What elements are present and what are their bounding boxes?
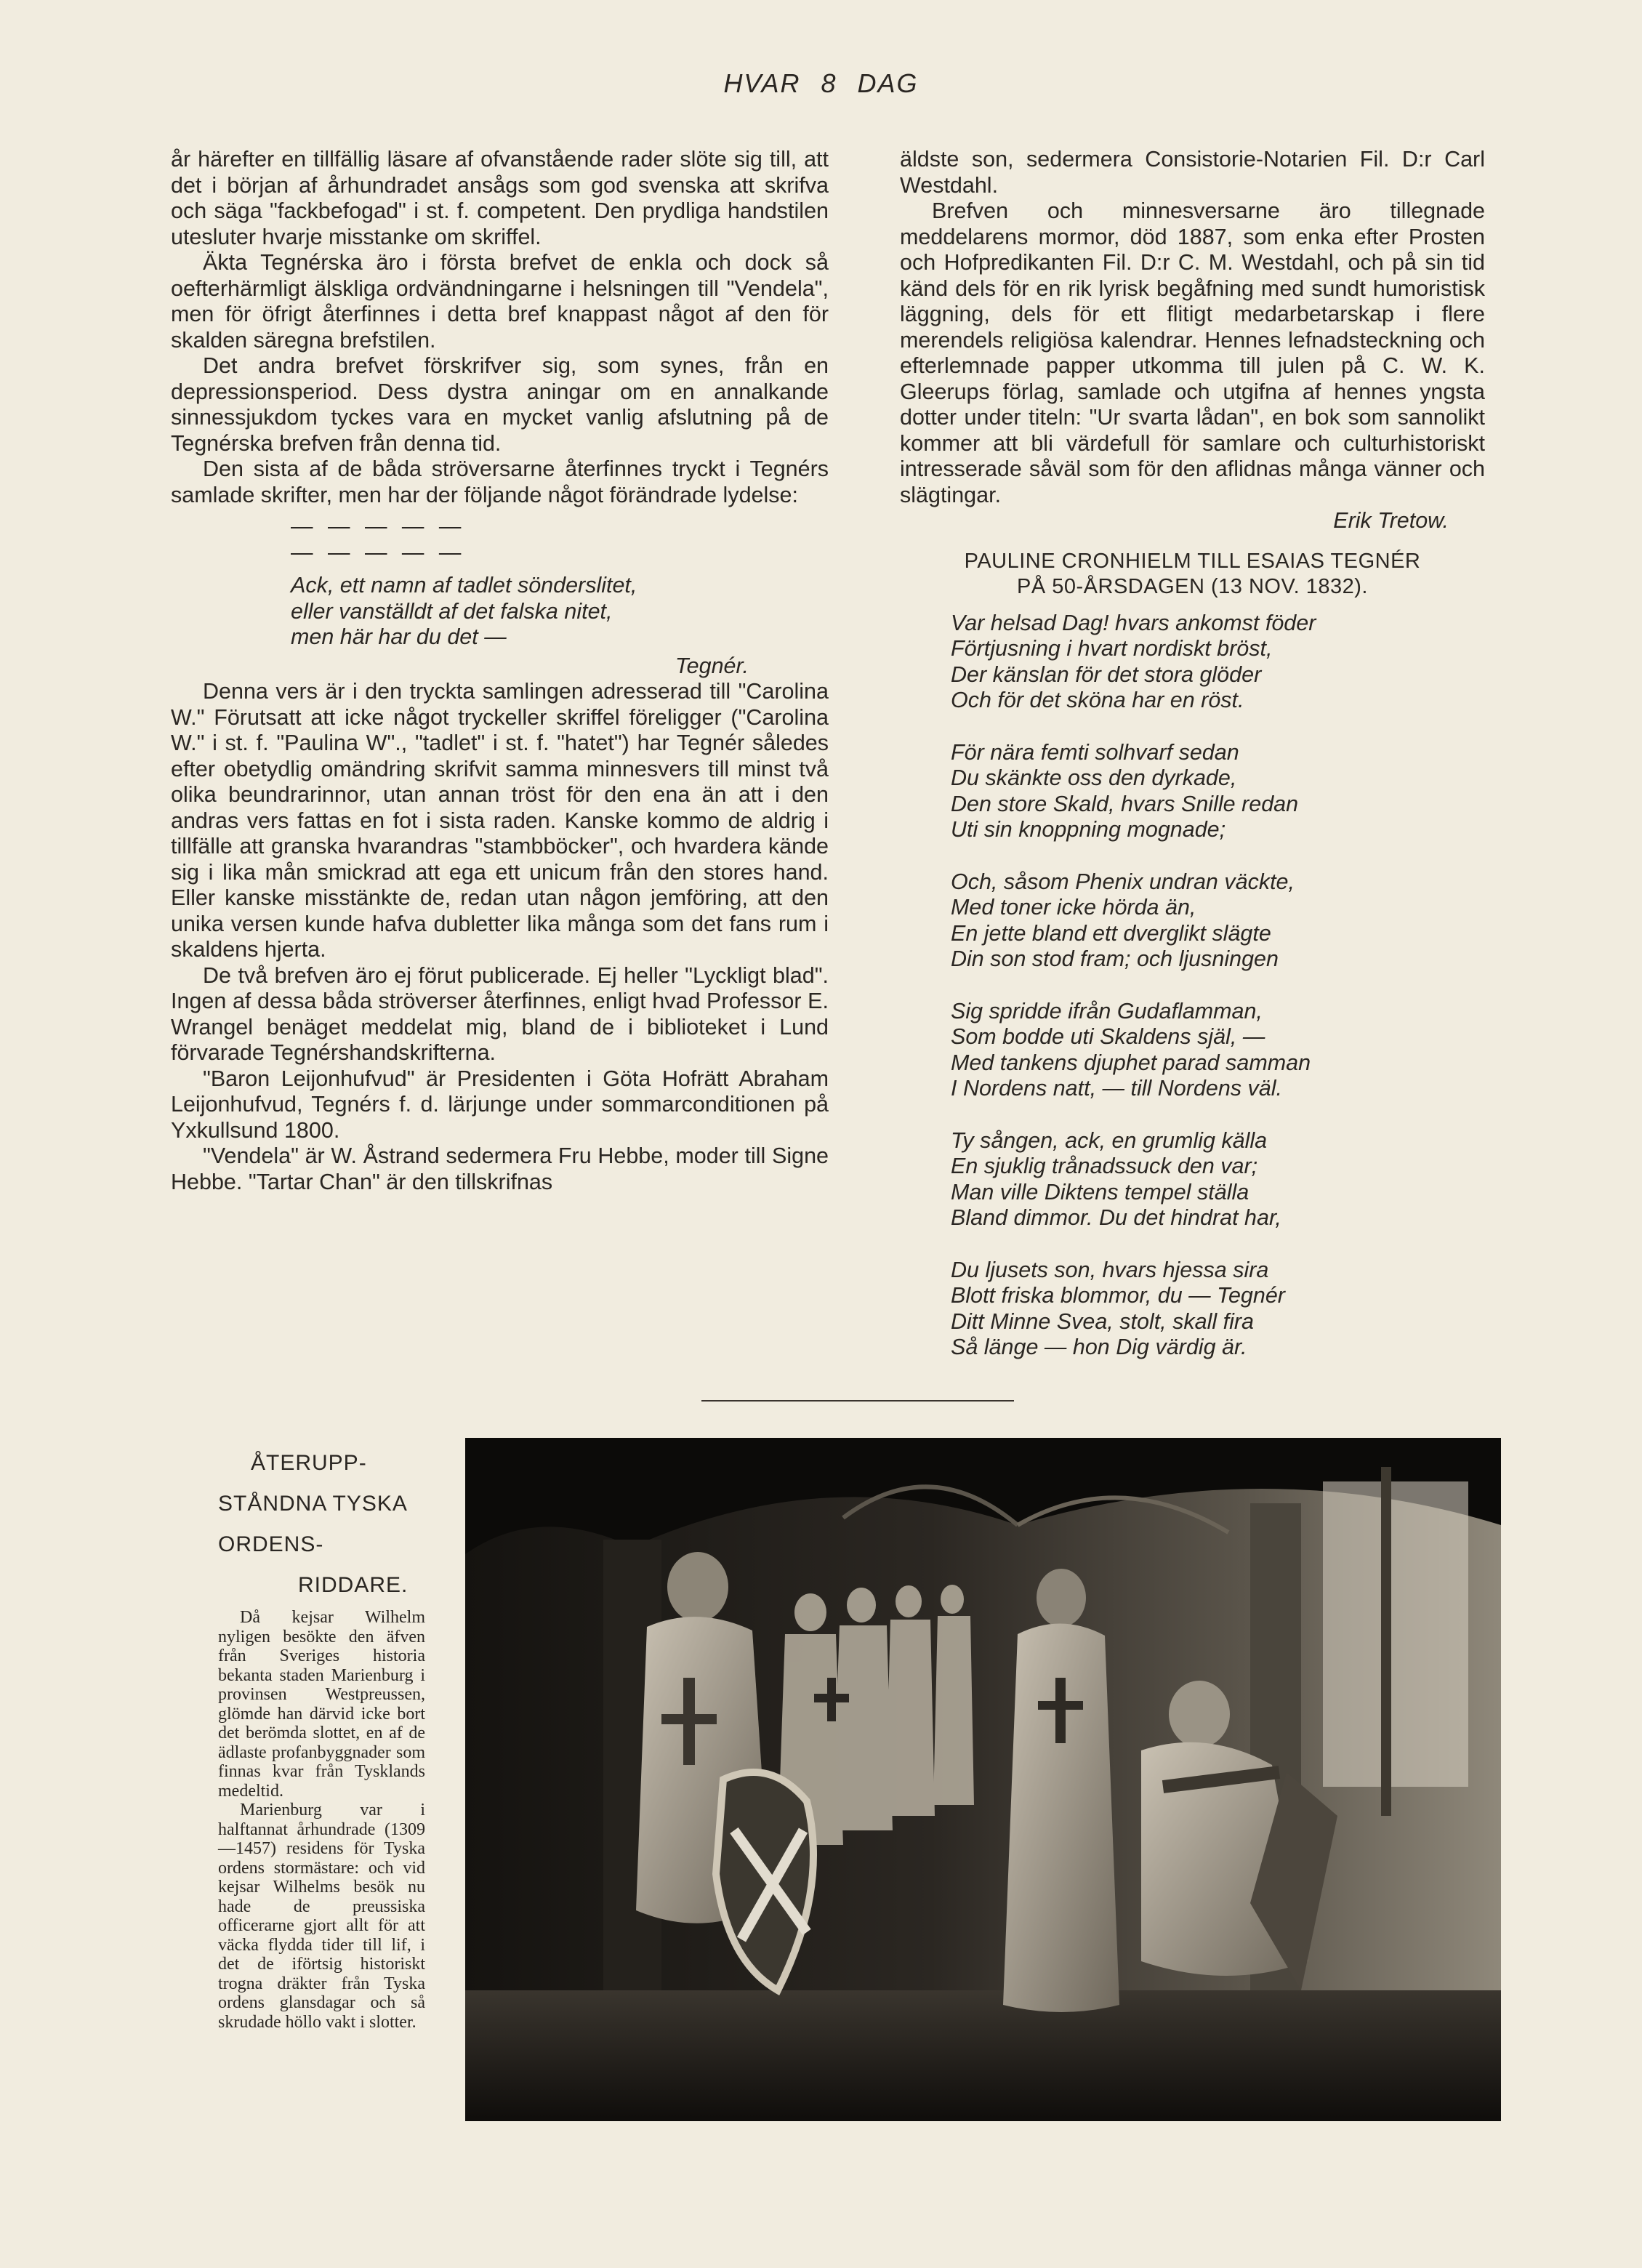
poem-line: En jette bland ett dverglikt slägte [951, 920, 1271, 946]
page-header [0, 68, 1642, 99]
stanza [951, 869, 1485, 973]
paragraph: "Vendela" är W. Åstrand sedermera Fru Hebbe, moder till Signe Hebbe. "Tartar Chan" är den tillskrifnas [171, 1143, 829, 1194]
poem-title: PAULINE CRONHIELM TILL ESAIAS TEGNÉR [964, 549, 1421, 573]
knights-photo [465, 1438, 1501, 2121]
heading-line: ÅTERUPP- [251, 1451, 367, 1475]
poem-line: Med tankens djuphet parad samman [951, 1050, 1311, 1075]
stanza [951, 1258, 1485, 1361]
poem-line: Sig spridde ifrån Gudaflamman, [951, 998, 1263, 1024]
heading-line: ORDENS- [218, 1532, 324, 1556]
verse-line: eller vanställdt af det falska nitet, [291, 598, 613, 624]
knights-photo-illustration [465, 1438, 1501, 2121]
poem-line: För nära femti solhvarf sedan [951, 739, 1239, 765]
poem-line: Du skänkte oss den dyrkade, [951, 765, 1237, 790]
paragraph: år härefter en tillfällig läsare af ofvanstående rader slöte sig till, att det i början af århundradet ansågs som god svenska att skrifva och säga "fackbefogad" i st. f. competent. Den prydliga handstilen utesluter hvarje misstanke om skriffel. [171, 147, 829, 249]
sidebar-heading [218, 1443, 436, 1606]
stanza [951, 740, 1485, 843]
stanza [951, 999, 1485, 1102]
paragraph: Denna vers är i den tryckta samlingen adresserad till "Carolina W." Förutsatt att icke något tryckeller skriffel föreligger ("Carolina W." i st. f. "Paulina W"., "tadlet" i st. f. "hatet") har Tegnér således efter obetydlig omändring skrifvit samma minnesvers till minst två olika beundrarinnor, utan annan tröst för den ena än att i den andras vers fattas en fot i sista raden. Kanske kommo de aldrig i tillfälle att granska hvarandras "stambböcker", och hvardera kände sig i lika mån smickrad att ega ett unicum från den stores hand. Eller kanske misstänkte de, redan utan någon jemföring, att den unika versen kunde hafva dubletter lika många som det fans rum i skaldens hjerta. [171, 679, 829, 962]
stanza [951, 1128, 1485, 1231]
quoted-verse [171, 573, 829, 651]
poem-line: Ditt Minne Svea, stolt, skall fira [951, 1308, 1254, 1334]
verse-signature: Tegnér. [675, 653, 749, 678]
photo-caption-text [218, 1608, 425, 2032]
poem-line: Och för det sköna har en röst. [951, 688, 1244, 712]
poem-line: Så länge — hon Dig värdig är. [951, 1335, 1247, 1359]
poem-line: Som bodde uti Skaldens själ, — [951, 1024, 1265, 1049]
poem-line: Förtjusning i hvart nordiskt bröst, [951, 636, 1273, 661]
left-column [171, 147, 829, 1195]
paragraph: äldste son, sedermera Consistorie-Notarien Fil. D:r Carl Westdahl. [900, 147, 1485, 198]
poem-line: Der känslan för det stora glöder [951, 662, 1262, 687]
header-title-left: HVAR [723, 68, 801, 98]
page-number: 8 [821, 68, 837, 98]
author-signature: Erik Tretow. [1333, 508, 1449, 533]
verse-line: Ack, ett namn af tadlet sönderslitet, [291, 573, 637, 598]
poem-line: Blott friska blommor, du — Tegnér [951, 1283, 1285, 1308]
poem-subtitle: PÅ 50-ÅRSDAGEN (13 NOV. 1832). [1017, 575, 1368, 598]
poem-line: Var helsad Dag! hvars ankomst föder [951, 610, 1316, 635]
ellipsis-dashes: — — — — — [291, 539, 466, 565]
poem-line: Din son stod fram; och ljusningen [951, 946, 1279, 971]
poem-line: I Nordens natt, — till Nordens väl. [951, 1076, 1282, 1101]
poem-line: Uti sin knoppning mognade; [951, 817, 1226, 842]
poem-line: Man ville Diktens tempel ställa [951, 1179, 1249, 1205]
paragraph: Brefven och minnesversarne äro tillegnade meddelarens mormor, död 1887, som enka efter Prosten och Hofpredikanten Fil. D:r C. M. Westdahl, och på sin tid känd dels för en rik lyrisk begåfning med sundt humoristisk läggning, dels för ett flitigt medarbetarskap i flere merendels religiösa kalendrar. Hennes lefnadsteckning och efterlemnade papper utkomma till julen på C. W. K. Gleerups förlag, samlade och utgifna af hennes yngsta dotter under titeln: "Ur svarta lådan", en bok som sannolikt kommer att bli värdefull för samlare och culturhistoriskt intresserade såväl som för den aflidnas många vänner och slägtingar. [900, 198, 1485, 507]
poem-line: Med toner icke hörda än, [951, 895, 1196, 920]
section-divider [701, 1400, 1014, 1402]
header-title-right: DAG [857, 68, 919, 98]
poem-line: Och, såsom Phenix undran väckte, [951, 869, 1295, 894]
stanza [951, 611, 1485, 714]
poem-line: Den store Skald, hvars Snille redan [951, 791, 1299, 816]
right-column [900, 147, 1485, 1361]
paragraph: "Baron Leijonhufvud" är Presidenten i Göta Hofrätt Abraham Leijonhufvud, Tegnérs f. d. lärjunge under sommarconditionen på Yxkullsund 1800. [171, 1066, 829, 1143]
heading-line: RIDDARE. [298, 1573, 409, 1597]
poem-line: Bland dimmor. Du det hindrat har, [951, 1205, 1281, 1230]
heading-line: STÅNDNA TYSKA [218, 1492, 408, 1516]
verse-line: men här har du det — [291, 624, 507, 649]
paragraph: Då kejsar Wilhelm nyligen besökte den äfven från Sveriges historia bekanta staden Marienburg i provinsen Westpreussen, glömde han därvid icke bort det berömda slottet, en af de ädlaste profanbyggnader som finnas kvar från Tysklands medeltid. [218, 1608, 425, 1801]
ellipsis-dashes: — — — — — [291, 514, 466, 539]
poem [900, 611, 1485, 1361]
paragraph: Den sista af de båda ströversarne återfinnes tryckt i Tegnérs samlade skrifter, men har der följande något förändrade lydelse: [171, 457, 829, 507]
poem-line: En sjuklig trånadssuck den var; [951, 1154, 1258, 1178]
paragraph: Det andra brefvet förskrifver sig, som synes, från en depressionsperiod. Dess dystra aningar om en annalkande sinnessjukdom tyckes vara en mycket vanlig afslutning på de Tegnérska brefven från denna tid. [171, 353, 829, 456]
paragraph: De två brefven äro ej förut publicerade. Ej heller "Lyckligt blad". Ingen af dessa båda ströverser återfinnes, enligt hvad Professor E. Wrangel benäget meddelat mig, bland de i biblioteket i Lund förvarade Tegnérshandskrifterna. [171, 962, 829, 1065]
paragraph: Marienburg var i halftannat århundrade (1309—1457) residens för Tyska ordens stormästare: och vid kejsar Wilhelms besök nu hade de preussiska officerarne gjort allt för att väcka flydda tider till lif, i det de iförtsig historiskt trogna dräkter från Tyska ordens glansdagar och så skrudade höllo vakt i slotter. [218, 1801, 425, 2032]
paragraph: Äkta Tegnérska äro i första brefvet de enkla och dock så oefterhärmligt älskliga ordvändningarne i helsningen till "Vendela", men för öfrigt återfinnes i detta bref knappast något af den för skalden säregna brefstilen. [171, 250, 829, 353]
poem-line: Du ljusets son, hvars hjessa sira [951, 1257, 1269, 1282]
poem-line: Ty sången, ack, en grumlig källa [951, 1127, 1268, 1153]
